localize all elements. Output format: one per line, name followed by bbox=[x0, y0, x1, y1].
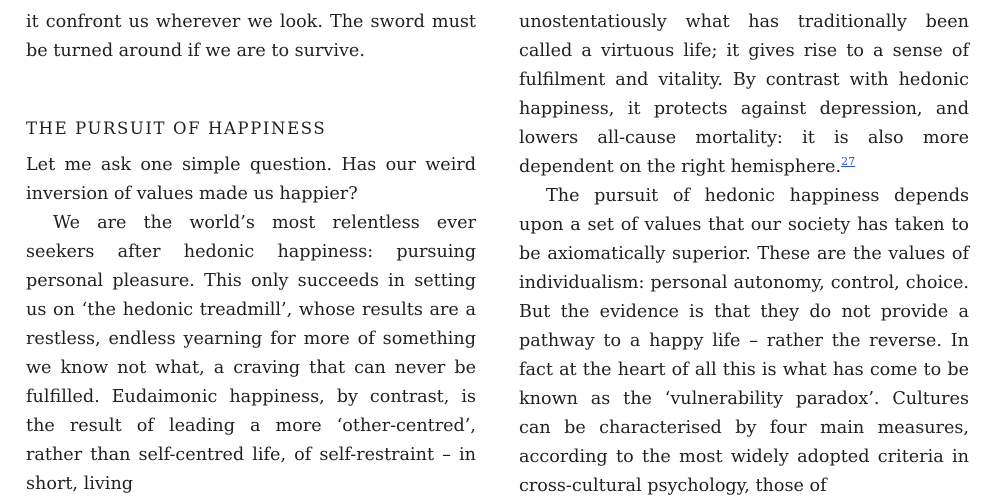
right-column bbox=[519, 8, 969, 501]
paragraph-continuation: it confront us wherever we look. The sword must be turned around if we are to survive. bbox=[26, 12, 476, 61]
paragraph-question: Let me ask one simple question. Has our weird inversion of values made us happier? bbox=[26, 155, 476, 204]
paragraph-continuation-right bbox=[519, 8, 969, 182]
left-column bbox=[26, 8, 476, 499]
paragraph-hedonic: We are the world’s most relentless ever seekers after hedonic happiness: pursuing personal pleasure. This only succeeds in setting us on ‘the hedonic treadmill’, whose results are a restless, endless yearning for more of something we know not what, a craving that can never be fulfilled. Eudaimonic happiness, by contrast, is the result of leading a more ‘other-centred’, rather than self-centred life, of self-restraint – in short, living bbox=[26, 213, 476, 494]
paragraph-continuation-text: unostentatiously what has traditionally been called a virtuous life; it gives rise to a sense of fulfilment and vitality. By contrast with hedonic happiness, it protects against depression, and lowers all-cause mortality: it is also more dependent on the right hemisphere. bbox=[519, 12, 969, 177]
footnote-link[interactable]: 27 bbox=[841, 155, 856, 169]
paragraph-pursuit: The pursuit of hedonic happiness depends upon a set of values that our society has taken to be axiomatically superior. These are the values of individualism: personal autonomy, control, choice. But the evidence is that they do not provide a pathway to a happy life – rather the reverse. In fact at the heart of all this is what has come to be known as the ‘vulnerability paradox’. Cultures can be characterised by four main measures, according to the most widely adopted criteria in cross-cultural psychology, those of bbox=[519, 186, 969, 496]
section-heading: THE PURSUIT OF HAPPINESS bbox=[26, 119, 327, 138]
